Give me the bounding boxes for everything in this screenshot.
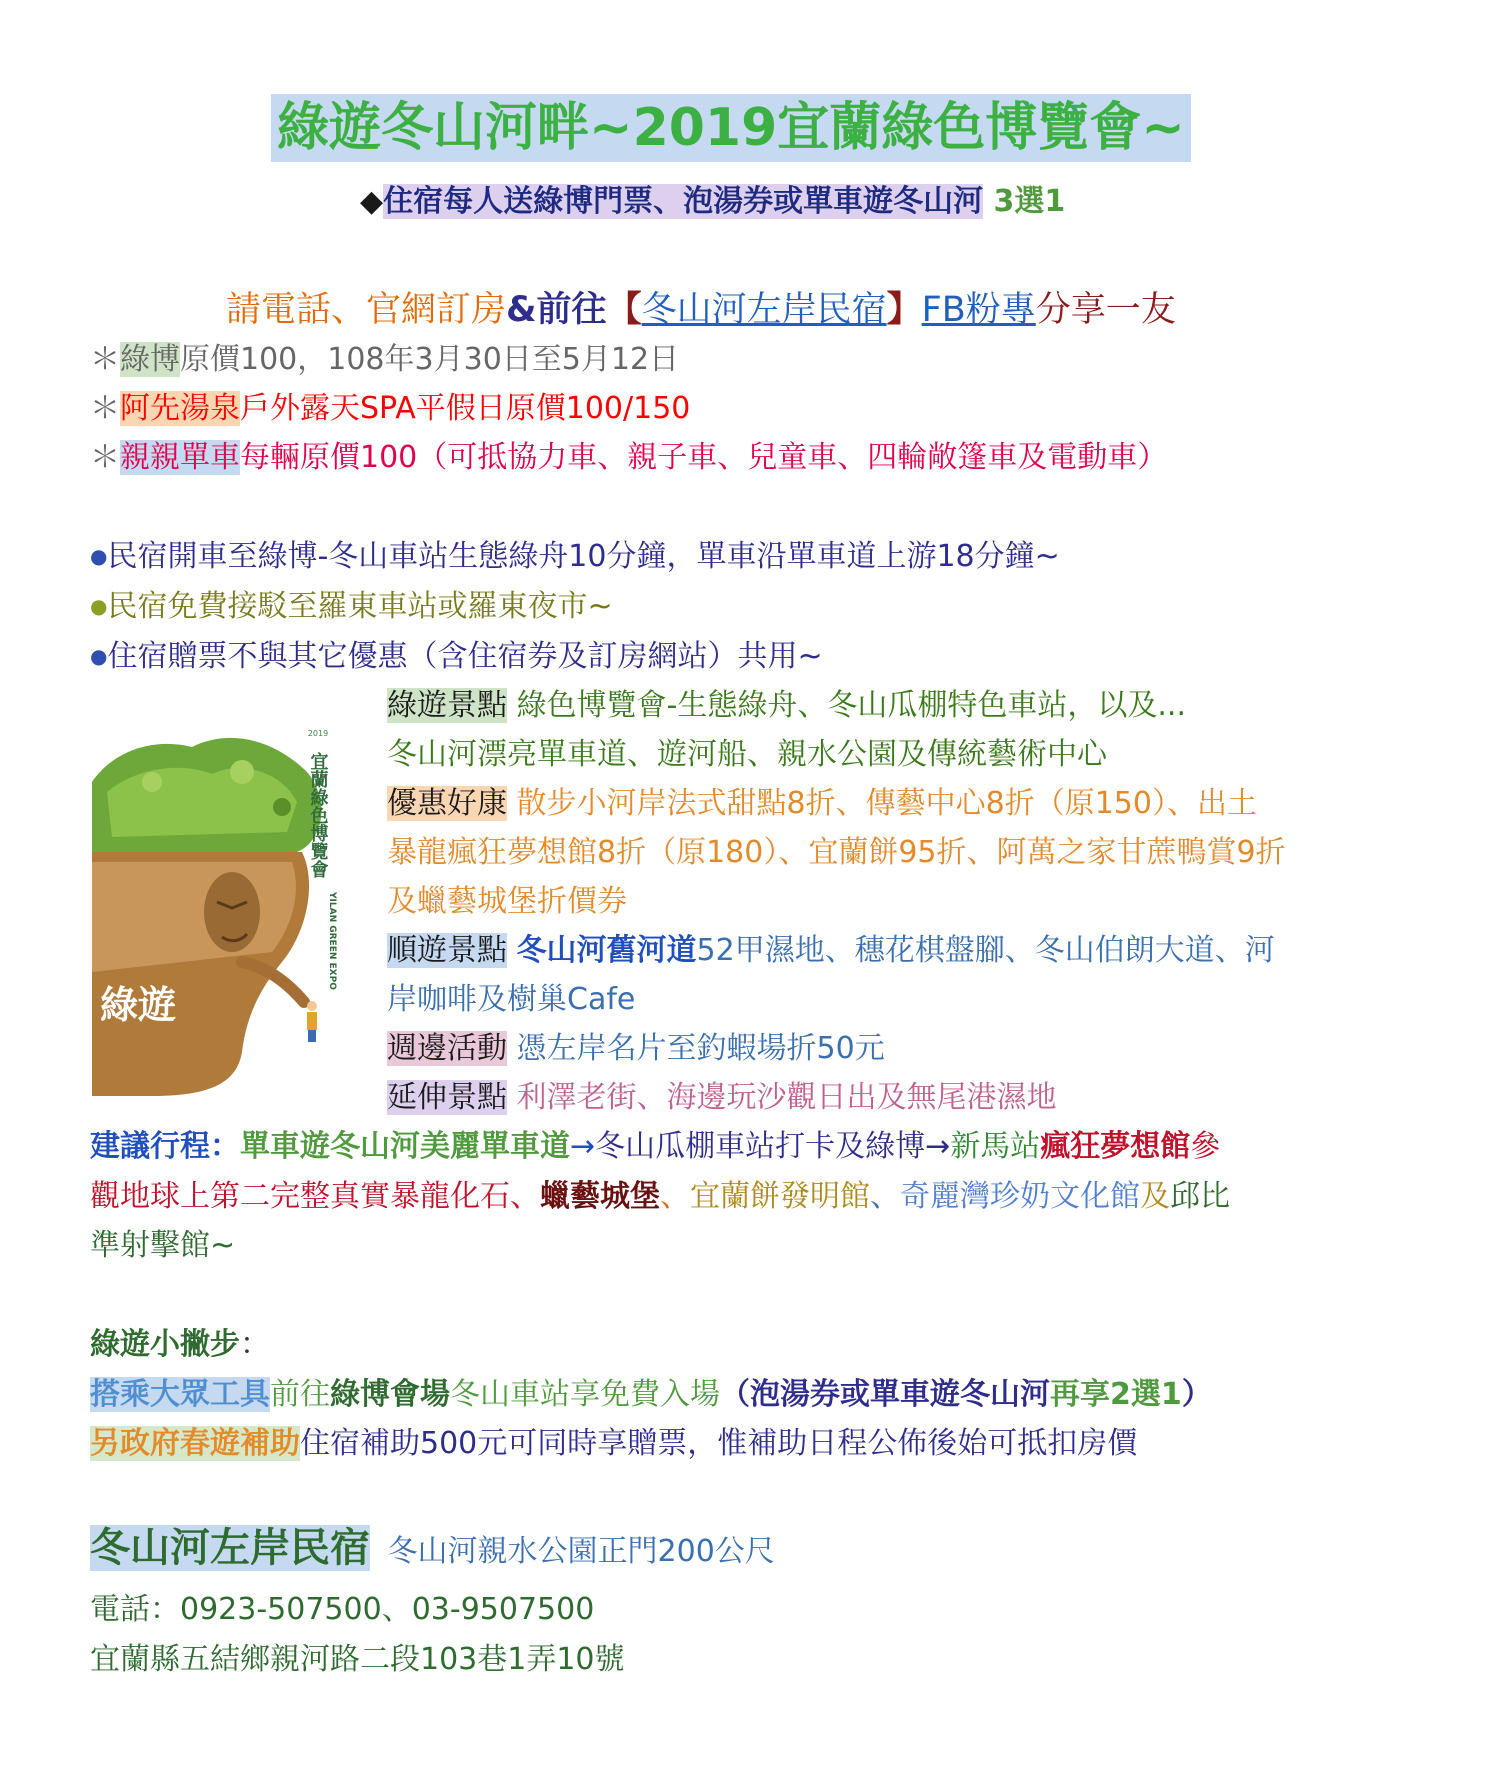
contact-phone: 電話：0923-507500、03-9507500 <box>90 1592 595 1627</box>
itinerary-seg: 邱比 <box>1170 1179 1230 1214</box>
walk-colon: ： <box>240 1327 270 1362</box>
walk-highlight: 另政府春遊補助 <box>90 1426 300 1461</box>
section-extend <box>387 1078 1057 1118</box>
itinerary-seg: 新馬站 <box>950 1129 1041 1164</box>
poster-title-vertical: 宜蘭綠色博覽會 <box>307 752 329 878</box>
itinerary-seg: 及 <box>1140 1179 1170 1214</box>
section-text: 52甲濕地、穗花棋盤腳、冬山伯朗大道、河 <box>696 933 1275 968</box>
walk-text: ） <box>1181 1377 1212 1412</box>
section-text: 利澤老街、海邊玩沙觀日出及無尾港濕地 <box>516 1080 1057 1115</box>
section-label: 綠遊景點 <box>387 688 507 723</box>
svg-text:綠遊: 綠遊 <box>100 982 177 1027</box>
walk-text: （泡湯券或單車遊冬山河 <box>720 1377 1050 1412</box>
itinerary-line3: 準射擊館~ <box>90 1228 236 1263</box>
bracket-right: 】 <box>886 290 922 330</box>
star-icon: ＊ <box>90 342 120 377</box>
share-text-1: 請電話、官網訂房 <box>226 290 507 330</box>
itinerary-seg: 觀地球上第二完整真實暴龍化石、 <box>90 1179 540 1214</box>
fb-fanpage-link[interactable]: FB粉專 <box>921 290 1036 330</box>
share-text-3: 分享一友 <box>1035 290 1176 330</box>
walk-text: 冬山車站享免費入場 <box>450 1377 720 1412</box>
walk-label: 綠遊小撇步 <box>90 1327 240 1362</box>
bullet-distance <box>90 536 1060 577</box>
bracket-left: 【 <box>606 290 642 330</box>
itinerary-label: 建議行程： <box>90 1129 240 1164</box>
section-deals-line3: 及蠟藝城堡折價券 <box>387 884 627 919</box>
arrow-icon: → <box>925 1129 951 1164</box>
bullet-icon: ● <box>90 644 108 668</box>
bullet-text: 民宿免費接駁至羅東車站或羅東夜市~ <box>107 589 613 624</box>
subtitle <box>360 182 1065 222</box>
section-events <box>387 1029 885 1069</box>
walk-text: 前往 <box>270 1377 330 1412</box>
itinerary-seg: 宜蘭餅發明館 <box>690 1179 870 1214</box>
section-label: 順遊景點 <box>387 933 507 968</box>
star-icon: ＊ <box>90 391 120 426</box>
section-spots-line2: 冬山河漂亮單車道、遊河船、親水公園及傳統藝術中心 <box>387 737 1107 772</box>
star-icon: ＊ <box>90 440 120 475</box>
itinerary-seg: 奇麗灣珍奶文化館 <box>900 1179 1140 1214</box>
itinerary-line1 <box>90 1127 1220 1167</box>
walk-bold: 綠博會場 <box>330 1377 450 1412</box>
section-deals-line1 <box>387 784 1257 824</box>
bnb-name: 冬山河左岸民宿 <box>90 1525 370 1571</box>
section-label: 週邊活動 <box>387 1031 507 1066</box>
bullet-text: 民宿開車至綠博-冬山車站生態綠舟10分鐘，單車沿單車道上游18分鐘~ <box>107 539 1060 574</box>
itinerary-line2 <box>90 1177 1230 1217</box>
note-highlight: 親親單車 <box>120 440 240 475</box>
note-text: 原價100，108年3月30日至5月12日 <box>180 342 680 377</box>
walk-heading <box>90 1325 270 1365</box>
contact-address: 宜蘭縣五結鄉親河路二段103巷1弄10號 <box>90 1642 625 1677</box>
subtitle-choice: 3選1 <box>993 184 1066 219</box>
walk-bold: 再享2選1 <box>1050 1377 1182 1412</box>
note-text: 戶外露天SPA平假日原價100/150 <box>240 391 691 426</box>
bullet-icon: ● <box>90 594 108 618</box>
itinerary-sep: 、 <box>660 1179 690 1214</box>
walk-line2 <box>90 1424 1137 1464</box>
section-text: 散步小河岸法式甜點8折、傳藝中心8折（原150）、出土 <box>516 786 1257 821</box>
page-title: 綠遊冬山河畔~2019宜蘭綠色博覽會~ <box>271 94 1191 162</box>
poster-english: YILAN GREEN EXPO <box>327 892 337 990</box>
section-label: 延伸景點 <box>387 1080 507 1115</box>
itinerary-seg: 瘋狂夢想館 <box>1040 1129 1191 1164</box>
section-nearby-line1 <box>387 931 1275 971</box>
diamond-icon: ◆ <box>360 184 384 219</box>
note-hot-spring <box>90 389 690 429</box>
itinerary-seg: 單車遊冬山河美麗單車道 <box>240 1129 570 1164</box>
itinerary-sep: 、 <box>870 1179 900 1214</box>
section-label: 優惠好康 <box>387 786 507 821</box>
bullet-restriction <box>90 636 823 677</box>
section-text: 綠色博覽會-生態綠舟、冬山瓜棚特色車站，以及... <box>516 688 1186 723</box>
section-bold: 冬山河舊河道 <box>516 933 697 968</box>
contact-header <box>90 1522 775 1578</box>
bullet-icon: ● <box>90 544 108 568</box>
poster-year: 2019 <box>307 729 329 738</box>
note-highlight: 綠博 <box>120 342 180 377</box>
green-expo-poster <box>92 712 340 1096</box>
calligraphy-text <box>100 982 176 1027</box>
section-deals-line2: 暴龍瘋狂夢想館8折（原180）、宜蘭餅95折、阿萬之家甘蔗鴨賞9折 <box>387 835 1286 870</box>
bnb-location: 冬山河親水公園正門200公尺 <box>387 1534 775 1569</box>
subtitle-text: 住宿每人送綠博門票、泡湯券或單車遊冬山河 <box>383 184 984 219</box>
section-spots-line1 <box>387 686 1186 726</box>
note-highlight: 阿先湯泉 <box>120 391 240 426</box>
itinerary-seg: 冬山瓜棚車站打卡及綠博 <box>595 1129 926 1164</box>
bnb-link[interactable]: 冬山河左岸民宿 <box>641 290 887 330</box>
note-bicycle <box>90 438 1167 478</box>
itinerary-seg: 參 <box>1190 1129 1221 1164</box>
share-amp: & <box>506 290 537 330</box>
itinerary-seg: 蠟藝城堡 <box>540 1179 660 1214</box>
walk-line1 <box>90 1375 1212 1415</box>
arrow-icon: → <box>570 1129 596 1164</box>
share-text-2: 前往 <box>536 290 607 330</box>
bullet-shuttle <box>90 586 613 627</box>
share-line <box>226 287 1176 333</box>
walk-highlight: 搭乘大眾工具 <box>90 1377 270 1412</box>
section-text: 憑左岸名片至釣蝦場折50元 <box>516 1031 885 1066</box>
note-expo-ticket <box>90 340 679 380</box>
section-nearby-line2: 岸咖啡及樹巢Cafe <box>387 982 636 1017</box>
walk-text: 住宿補助500元可同時享贈票，惟補助日程公佈後始可抵扣房價 <box>300 1426 1138 1461</box>
bullet-text: 住宿贈票不與其它優惠（含住宿券及訂房網站）共用~ <box>107 639 823 674</box>
note-text: 每輛原價100（可抵協力車、親子車、兒童車、四輪敞篷車及電動車） <box>240 440 1168 475</box>
